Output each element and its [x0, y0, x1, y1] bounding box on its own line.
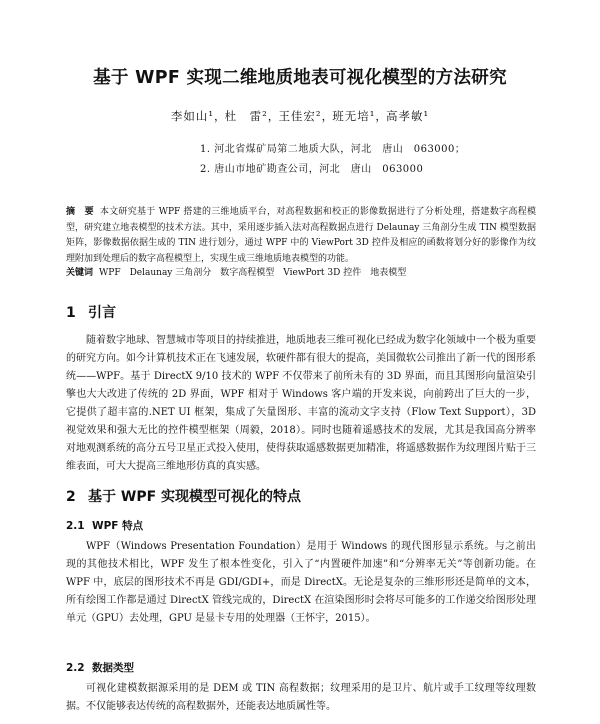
author-name: 李如山¹ [170, 109, 214, 123]
subsection-heading [66, 518, 143, 533]
section-number: 2 [66, 489, 76, 505]
subsection-number: 2.1 [66, 520, 85, 532]
author-name: 王佳宏² [278, 109, 322, 123]
section-number: 1 [66, 305, 76, 321]
subsection-heading [66, 660, 134, 675]
author-name: 高孝敏¹ [386, 109, 430, 123]
body-paragraph: WPF（Windows Presentation Foundation）是用于 Windows 的现代图形显示系统。与之前出现的其他技术相比，WPF 发生了根本性变化，引入了“内置硬件加速”和“分辨率无关”等创新功能。在 WPF 中，底层的图形技术不再是 GDI/GDI+，而是 DirectX。无论是复杂的三维形形还是简单的文本，所有绘图工作都是通过 DirectX 管线完成的，DirectX 在渲染图形时会将尽可能多的工作递交给图形处理单元（GPU）去处理，GPU 是显卡专用的处理器（王怀宇，2015）。 [66, 541, 536, 624]
affiliation: 1. 河北省煤矿局第二地质大队，河北 唐山 063000； [200, 144, 466, 155]
subsection-title: WPF 特点 [92, 520, 144, 532]
body-paragraph: 可视化建模数据源采用的是 DEM 或 TIN 高程数据；纹理采用的是卫片、航片或手工纹理等纹理数据。不仅能够表达传统的高程数据外，还能表达地质属性等。 [66, 683, 536, 712]
abstract [66, 205, 536, 267]
section-title: 基于 WPF 实现模型可视化的特点 [88, 489, 302, 505]
keywords-label: 关键词 [66, 268, 94, 278]
keywords [66, 266, 536, 281]
author-name: 班无培¹ [332, 109, 376, 123]
author-name: 杜 雷² [224, 109, 268, 123]
abstract-label: 摘 要 [66, 207, 94, 217]
author-list: 李如山¹， 杜 雷²， 王佳宏²， 班无培¹， 高孝敏¹ [170, 109, 430, 123]
section-title: 引言 [88, 305, 116, 321]
section-heading [66, 486, 301, 506]
subsection-number: 2.2 [66, 662, 85, 674]
paper-title: 基于 WPF 实现二维地质地表可视化模型的方法研究 [93, 68, 507, 88]
keywords-text: WPF Delaunay 三角剖分 数字高程模型 ViewPort 3D 控件 地表模型 [99, 268, 407, 278]
body-paragraph: 随着数字地球、智慧城市等项目的持续推进，地质地表三维可视化已经成为数字化领域中一个极为重要的研究方向。如今计算机技术正在飞速发展，软硬件都有很大的提高，美国微软公司推出了新一代的图形系统——WPF。基于 DirectX 9/10 技术的 WPF 不仅带来了前所未有的 3D 界面，而且其图形向量渲染引擎也大大改进了传统的 2D 界面，WPF 相对于 Windows 客户端的开发来说，向前跨出了巨大的一步，它提供了超丰富的.NET UI 框架，集成了矢量图形、丰富的流动文字支持（Flow Text Support），3D 视觉效果和强大无比的控件模型框架（周毅，2018）。同时也随着遥感技术的发展，尤其是我国高分辨率对地观测系统的高分五号卫星正式投入使用，使得获取遥感数据更加精准，将遥感数据作为纹理图片贴于三维表面，可大大提高三维地形仿真的真实感。 [66, 335, 536, 472]
affiliation: 2. 唐山市地矿勘查公司，河北 唐山 063000 [200, 164, 424, 175]
section-heading [66, 302, 116, 322]
abstract-text: 本文研究基于 WPF 搭建的三维地质平台，对高程数据和校正的影像数据进行了分析处理，搭建数字高程模型，研究建立地表模型的技术方法。其中，采用逐步插入法对高程数据点进行 Delaunay 三角剖分生成 TIN 模型数据矩阵，影像数据依据生成的 TIN 进行划分，通过 WPF 中的 ViewPort 3D 控件及相应的函数将划分好的影像作为纹理附加到处理后的数字高程模型上，实现生成三维地质地表模型的功能。 [66, 207, 536, 264]
subsection-title: 数据类型 [92, 662, 134, 674]
